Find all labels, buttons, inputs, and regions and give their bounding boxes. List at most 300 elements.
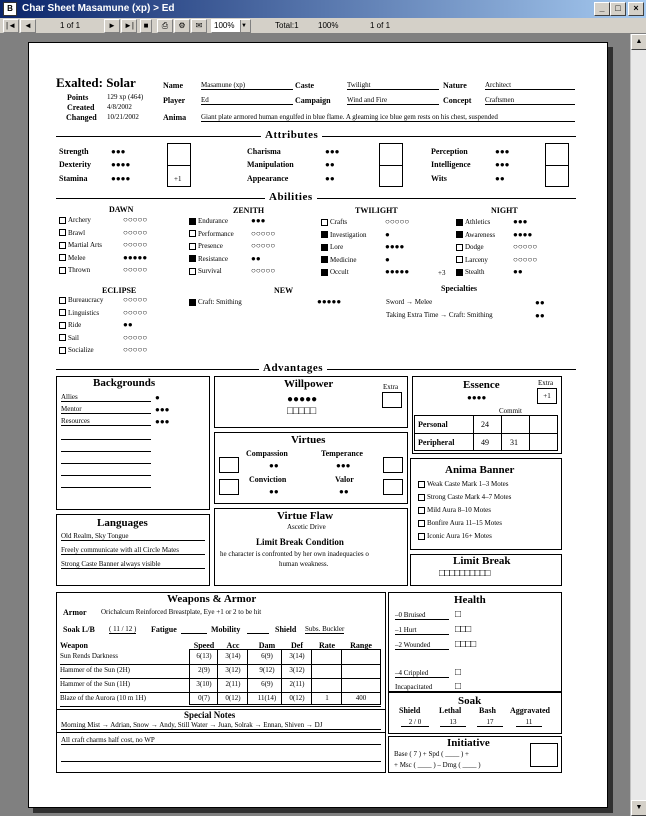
campaign-label: Campaign: [295, 96, 331, 105]
ability-name: Resistance: [198, 254, 228, 263]
zoom-readout: 100%: [318, 21, 339, 30]
ability-dots: ●●●: [513, 217, 528, 226]
virtue-valor: Valor: [335, 475, 354, 484]
personal-motes: 24: [481, 420, 489, 429]
attr-dexterity-dots: ●●●●: [111, 160, 131, 169]
language-1: Old Realm, Sky Tongue: [61, 532, 205, 541]
special-note-1: Morning Mist → Adrian, Snow → Andy, Still Water → Juan, Solrak → Ennan, Shiven → DJ: [61, 721, 381, 730]
zoom-select[interactable]: 100% ▼: [211, 19, 251, 33]
ability-dots: ○○○○○: [385, 217, 410, 226]
specialty-2: Taking Extra Time → Craft: Smithing: [386, 311, 493, 319]
ability-dots: ●●●: [251, 216, 266, 225]
weapon-header: Acc: [226, 641, 240, 650]
health-level: –1 Hurt: [395, 626, 449, 635]
limit-condition-line2: human weakness.: [279, 560, 329, 568]
ability-name: Stealth: [465, 268, 485, 276]
ability-name: Archery: [68, 216, 91, 224]
favored-checkbox[interactable]: [59, 229, 66, 236]
fatigue-label: Fatigue: [151, 625, 177, 634]
ability-dots: ●●●●●: [123, 252, 148, 262]
attr-wits-dots: ●●: [495, 174, 505, 183]
ability-name: Linguistics: [68, 308, 100, 317]
favored-checkbox[interactable]: [321, 269, 328, 276]
language-3: Strong Caste Banner always visible: [61, 560, 205, 569]
favored-checkbox[interactable]: [59, 297, 66, 304]
window-titlebar: [0, 0, 646, 18]
minimize-button[interactable]: _: [594, 2, 610, 16]
ability-dots: ●●●●●: [385, 267, 410, 276]
ability-zenith-3: [189, 255, 228, 263]
nature-field: Architect: [485, 81, 575, 90]
favored-checkbox[interactable]: [59, 334, 66, 341]
new-ability-row: Craft: Smithing: [189, 298, 242, 306]
health-boxes[interactable]: □□□: [455, 624, 471, 635]
weapon-cell: 6(9): [261, 652, 273, 660]
stamina-extra: +1: [174, 175, 182, 183]
ability-night-0: [456, 218, 490, 226]
night-heading: NIGHT: [491, 206, 518, 215]
weapon-header: Rate: [319, 641, 335, 650]
attributes-heading: Attributes: [261, 129, 322, 141]
ability-name: Presence: [198, 242, 223, 250]
ability-dawn-0: [59, 216, 91, 224]
page-of: 1 of 1: [370, 21, 391, 30]
valor-dots: ●●: [339, 487, 349, 496]
attr-stamina-dots: ●●●●: [111, 174, 131, 183]
ability-dots: ○○○○○: [251, 228, 276, 238]
essence-heading: Essence: [463, 379, 500, 391]
ability-night-3: [456, 256, 488, 264]
player-field: Ed: [201, 96, 293, 105]
ability-name: Melee: [68, 253, 86, 262]
mobility-label: Mobility: [211, 625, 241, 634]
ability-name: Sail: [68, 333, 79, 342]
caste-field: Twilight: [347, 81, 439, 90]
ability-night-1: [456, 231, 495, 239]
attr-wits: Wits: [431, 174, 447, 183]
nature-label: Nature: [443, 81, 467, 90]
anima-level-label: Bonfire Aura 11–15 Motes: [427, 519, 502, 527]
name-label: Name: [163, 81, 183, 90]
attr-appearance: Appearance: [247, 174, 289, 183]
changed-value: 10/21/2002: [107, 113, 139, 121]
limit-break-heading: Limit Break: [453, 555, 511, 567]
armor-label: Armor: [63, 608, 87, 617]
ability-name: Lore: [330, 243, 344, 251]
limit-break-condition-heading: Limit Break Condition: [256, 537, 344, 547]
total-pages: Total:1: [275, 21, 299, 30]
weapon-cell: 0(7): [198, 694, 210, 702]
ability-name: Martial Arts: [68, 241, 103, 249]
shield-value: Subs. Buckler: [305, 625, 345, 633]
ability-twilight-4: [321, 268, 349, 276]
weapon-header: Weapon: [60, 641, 89, 650]
peripheral-label: Peripheral: [418, 438, 455, 447]
personal-label: Personal: [418, 420, 448, 429]
essence-extra-label: Extra: [538, 379, 554, 387]
ability-dots: ○○○○○: [123, 227, 148, 237]
ability-name: Socialize: [68, 346, 94, 354]
points-value: 129 xp (464): [107, 93, 144, 101]
eclipse-heading: ECLIPSE: [102, 286, 137, 295]
weapon-cell: 6(9): [261, 680, 273, 688]
export-icon[interactable]: ✉: [191, 19, 207, 33]
ability-dots: ○○○○○: [513, 242, 538, 251]
anima-level-2: [418, 506, 491, 514]
weapon-header: Range: [350, 641, 372, 650]
favored-checkbox[interactable]: [189, 243, 196, 250]
name-field: Masamune (xp): [201, 81, 293, 90]
initiative-line1: Base ( 7 ) + Spd ( ____ ) +: [394, 750, 469, 758]
favored-checkbox[interactable]: [189, 230, 196, 237]
weapon-cell: 3(10): [196, 680, 212, 688]
created-label: Created: [67, 103, 95, 112]
willpower-extra-box: [382, 392, 402, 408]
ability-dots: ○○○○○: [251, 266, 276, 275]
favored-checkbox[interactable]: [59, 322, 66, 329]
favored-checkbox[interactable]: [321, 244, 328, 251]
new-heading: NEW: [274, 286, 294, 295]
soak-lethal-value: 13: [440, 718, 466, 727]
attr-appearance-dots: ●●: [325, 174, 335, 183]
favored-checkbox[interactable]: [189, 255, 196, 262]
weapons-heading: Weapons & Armor: [167, 593, 257, 605]
chevron-down-icon[interactable]: ▼: [240, 20, 250, 32]
soak-aggravated-header: Aggravated: [510, 706, 550, 715]
ability-dots: ●●: [123, 320, 133, 329]
soak-aggravated-value: 11: [516, 718, 542, 727]
willpower-heading: Willpower: [284, 378, 334, 390]
ability-twilight-3: [321, 256, 356, 264]
anima-level-label: Weak Caste Mark 1–3 Motes: [427, 480, 509, 488]
favored-checkbox[interactable]: [189, 268, 196, 275]
essence-dots: ●●●●: [467, 393, 487, 402]
weapon-header: Def: [291, 641, 303, 650]
anima-level-label: Iconic Aura 16+ Motes: [427, 532, 492, 540]
ability-name: Thrown: [68, 266, 91, 274]
ability-zenith-1: [189, 230, 234, 238]
specialty-1-dots: ●●: [535, 298, 545, 307]
scroll-up-button[interactable]: ▲: [631, 34, 646, 50]
changed-label: Changed: [66, 113, 97, 122]
ability-name: Larceny: [465, 255, 488, 264]
health-boxes[interactable]: □□□□: [455, 639, 476, 650]
armor-value: Orichalcum Reinforced Breastplate, Eye +1 or 2 to be hit: [101, 608, 262, 616]
languages-heading: Languages: [97, 517, 148, 529]
weapon-cell: Hammer of the Sun (2H): [60, 666, 130, 674]
virtue-flaw-value: Ascetic Drive: [287, 523, 326, 531]
setup-icon[interactable]: ⚙: [174, 19, 190, 33]
ability-eclipse-2: [59, 321, 81, 329]
prev-page-button[interactable]: ◄: [20, 19, 36, 33]
advantages-heading: Advantages: [259, 362, 327, 374]
attr-dexterity: Dexterity: [59, 160, 91, 169]
anima-level-label: Strong Caste Mark 4–7 Motes: [427, 493, 512, 501]
special-notes-heading: Special Notes: [184, 710, 236, 720]
health-heading: Health: [454, 594, 486, 606]
weapon-header: Speed: [193, 641, 215, 650]
dawn-heading: DAWN: [109, 205, 134, 214]
anima-checkbox[interactable]: [418, 507, 425, 514]
special-note-2: All craft charms half cost, no WP: [61, 736, 381, 745]
ability-name: Crafts: [330, 218, 348, 226]
anima-level-3: [418, 519, 502, 527]
compassion-dots: ●●: [269, 461, 279, 470]
favored-checkbox[interactable]: [456, 256, 463, 263]
attr-strength-dots: ●●●: [111, 147, 126, 156]
weapon-cell: 11(14): [257, 694, 277, 702]
attr-stamina: Stamina: [59, 174, 88, 183]
ability-dots: ○○○○○: [123, 265, 148, 274]
weapon-cell: 0(12): [289, 694, 305, 702]
anima-banner-heading: Anima Banner: [445, 464, 515, 476]
attr-perception-dots: ●●●: [495, 147, 510, 156]
attr-manipulation: Manipulation: [247, 160, 294, 169]
favored-checkbox[interactable]: [59, 217, 66, 224]
initiative-total-box: [530, 743, 558, 767]
limit-condition-line1: he character is confronted by her own inadequacies o: [220, 550, 369, 558]
ability-dots: ●●: [513, 267, 523, 276]
weapon-cell: 2(11): [225, 680, 241, 688]
favored-checkbox[interactable]: [456, 244, 463, 251]
anima-field: Giant plate armored human engulfed in blue flame. A gleaming ice blue gem rests on his chest, suspended: [201, 113, 575, 122]
health-boxes[interactable]: □: [455, 609, 461, 620]
ability-dots: ○○○○○: [123, 307, 148, 317]
attr-charisma-dots: ●●●: [325, 147, 340, 156]
vertical-scrollbar[interactable]: [630, 34, 646, 816]
ability-dots: ●●: [251, 253, 261, 263]
background-2: Mentor: [61, 405, 151, 414]
ability-dots: ○○○○○: [123, 215, 148, 224]
favored-checkbox[interactable]: [59, 309, 66, 316]
conviction-dots: ●●: [269, 487, 279, 496]
armor-soak: ( 11 / 12 ): [109, 625, 137, 633]
favored-checkbox[interactable]: [456, 269, 463, 276]
health-level: –0 Bruised: [395, 611, 449, 620]
anima-label: Anima: [163, 113, 187, 122]
ability-dots: ○○○○○: [123, 332, 148, 342]
print-preview-toolbar: [0, 18, 646, 34]
ability-twilight-0: [321, 218, 347, 226]
character-sheet-page: [28, 42, 608, 808]
background-3: Resources: [61, 417, 151, 426]
ability-name: Occult: [330, 268, 349, 276]
initiative-line2: + Msc ( ____ ) – Dmg ( ____ ): [394, 761, 481, 769]
health-level: –2 Wounded: [395, 641, 449, 650]
attr-charisma: Charisma: [247, 147, 281, 156]
ability-dots: ●●●●: [385, 242, 405, 251]
caste-label: Caste: [295, 81, 315, 90]
virtue-compassion: Compassion: [246, 449, 288, 458]
ability-twilight-1: [321, 231, 367, 239]
specialty-1: Sword → Melee: [386, 298, 433, 306]
weapon-cell: 3(12): [225, 666, 241, 674]
weapon-cell: Blaze of the Aurora (10 m 1H): [60, 694, 146, 702]
ability-dots: ○○○○○: [123, 295, 148, 304]
virtue-temperance: Temperance: [321, 449, 363, 458]
favored-checkbox[interactable]: [321, 231, 328, 238]
ability-dots: ○○○○○: [123, 345, 148, 354]
ability-night-4: [456, 268, 484, 276]
soak-label: Soak L/B: [63, 625, 95, 634]
ability-name: Athletics: [465, 218, 491, 226]
sheet-title: Exalted: Solar: [56, 75, 136, 90]
window-title: Char Sheet Masamune (xp) > Ed: [22, 3, 175, 14]
ability-eclipse-3: [59, 334, 79, 342]
ability-twilight-2: [321, 243, 343, 251]
soak-shield-value: 2 / 0: [401, 718, 429, 727]
favored-checkbox[interactable]: [321, 219, 328, 226]
soak-lethal-header: Lethal: [439, 706, 462, 715]
ability-dots: ○○○○○: [513, 254, 538, 264]
background-3-dots: ●●●: [155, 417, 170, 426]
health-level: Incapacitated: [395, 683, 449, 692]
anima-level-1: [418, 493, 511, 501]
zenith-heading: ZENITH: [233, 206, 265, 215]
concept-field: Craftsmen: [485, 96, 575, 105]
ability-dots: ○○○○○: [123, 240, 148, 249]
favored-checkbox[interactable]: [59, 242, 66, 249]
abilities-heading: Abilities: [265, 191, 317, 203]
commit-label: Commit: [499, 407, 522, 415]
peripheral-commit: 31: [510, 438, 518, 447]
points-label: Points: [67, 93, 89, 102]
weapon-cell: 2(9): [198, 666, 210, 674]
peripheral-motes: 49: [481, 438, 489, 447]
weapon-cell: 3(14): [289, 652, 305, 660]
backgrounds-heading: Backgrounds: [93, 377, 156, 389]
limit-break-boxes: □□□□□□□□□□: [439, 568, 490, 579]
weapon-header: Dam: [258, 641, 276, 650]
anima-checkbox[interactable]: [418, 520, 425, 527]
initiative-heading: Initiative: [447, 737, 490, 749]
ability-name: Performance: [198, 229, 234, 238]
favored-checkbox[interactable]: [189, 218, 196, 225]
favored-checkbox[interactable]: [321, 256, 328, 263]
ability-eclipse-4: [59, 346, 94, 354]
stop-button[interactable]: ■: [140, 19, 152, 33]
virtue-flaw-heading: Virtue Flaw: [277, 510, 334, 522]
ability-name: Bureaucracy: [68, 296, 104, 304]
weapon-cell: 2(11): [289, 680, 305, 688]
favored-checkbox[interactable]: [59, 254, 66, 261]
shield-label: Shield: [275, 625, 297, 634]
maximize-button[interactable]: □: [610, 2, 626, 16]
ability-night-2: [456, 243, 484, 251]
ability-dots: ●: [385, 229, 390, 239]
occult-extra: +3: [438, 269, 446, 277]
attr-manipulation-dots: ●●: [325, 160, 335, 169]
weapon-cell: 400: [355, 694, 367, 702]
new-ability-dots: ●●●●●: [317, 297, 342, 306]
ability-dots: ○○○○○: [251, 241, 276, 250]
language-2: Freely communicate with all Circle Mates: [61, 546, 205, 555]
attr-intelligence: Intelligence: [431, 160, 471, 169]
background-2-dots: ●●●: [155, 405, 170, 414]
page-indicator: 1 of 1: [60, 21, 81, 30]
scroll-down-button[interactable]: ▼: [631, 800, 646, 816]
weapon-cell: 9(12): [259, 666, 275, 674]
ability-zenith-2: [189, 242, 223, 250]
willpower-dots: ●●●●●: [287, 394, 318, 405]
weapon-cell: Sun Rends Darkness: [60, 652, 118, 660]
ability-name: Medicine: [330, 255, 357, 264]
soak-heading: Soak: [458, 695, 482, 707]
favored-checkbox[interactable]: [456, 231, 463, 238]
soak-bash-header: Bash: [479, 706, 496, 715]
anima-level-0: [418, 480, 508, 488]
specialties-heading: Specialties: [441, 284, 477, 293]
weapon-cell: 3(14): [225, 652, 241, 660]
soak-shield-header: Shield: [399, 706, 421, 715]
ability-dawn-2: [59, 241, 102, 249]
anima-checkbox[interactable]: [418, 494, 425, 501]
health-level: –4 Crippled: [395, 669, 449, 678]
campaign-field: Wind and Fire: [347, 96, 439, 105]
health-boxes[interactable]: □: [455, 667, 461, 678]
app-icon: B: [3, 2, 17, 16]
specialty-2-dots: ●●: [535, 311, 545, 320]
health-boxes[interactable]: □: [455, 681, 461, 692]
weapon-cell: Hammer of the Sun (1H): [60, 680, 130, 688]
print-icon[interactable]: ⎙: [157, 19, 173, 33]
close-button[interactable]: ×: [628, 2, 644, 16]
virtues-heading: Virtues: [291, 434, 326, 446]
anima-level-4: [418, 532, 492, 540]
created-value: 4/8/2002: [107, 103, 132, 111]
player-label: Player: [163, 96, 186, 105]
favored-checkbox[interactable]: [59, 347, 66, 354]
background-1-dots: ●: [155, 393, 160, 402]
ability-name: Investigation: [330, 230, 367, 239]
ability-name: Survival: [198, 267, 222, 275]
favored-checkbox[interactable]: [59, 267, 66, 274]
anima-checkbox[interactable]: [418, 533, 425, 540]
temperance-dots: ●●●: [336, 461, 351, 470]
ability-eclipse-1: [59, 309, 99, 317]
willpower-extra-label: Extra: [383, 383, 399, 391]
ability-dawn-3: [59, 254, 86, 262]
twilight-heading: TWILIGHT: [355, 206, 398, 215]
ability-name: Endurance: [198, 217, 228, 225]
essence-extra-box: +1: [537, 388, 557, 404]
ability-name: Dodge: [465, 243, 484, 251]
ability-dots: ●●●●: [513, 229, 533, 239]
background-1: Allies: [61, 393, 151, 402]
virtue-conviction: Conviction: [249, 475, 287, 484]
ability-dawn-1: [59, 229, 85, 237]
ability-zenith-4: [189, 267, 222, 275]
last-page-button[interactable]: ►|: [121, 19, 137, 33]
anima-level-label: Mild Aura 8–10 Motes: [427, 506, 491, 514]
first-page-button[interactable]: |◄: [3, 19, 19, 33]
weapon-cell: 0(12): [225, 694, 241, 702]
anima-checkbox[interactable]: [418, 481, 425, 488]
next-page-button[interactable]: ►: [104, 19, 120, 33]
attr-intelligence-dots: ●●●: [495, 160, 510, 169]
ability-dawn-4: [59, 266, 90, 274]
concept-label: Concept: [443, 96, 472, 105]
willpower-boxes: □□□□□: [287, 405, 316, 417]
favored-checkbox[interactable]: [456, 219, 463, 226]
soak-bash-value: 17: [477, 718, 503, 727]
ability-eclipse-0: [59, 296, 103, 304]
ability-dots: ●: [385, 254, 390, 264]
weapon-cell: 6(13): [196, 652, 212, 660]
ability-name: Awareness: [465, 230, 496, 239]
ability-zenith-0: [189, 217, 228, 225]
ability-name: Brawl: [68, 228, 86, 237]
